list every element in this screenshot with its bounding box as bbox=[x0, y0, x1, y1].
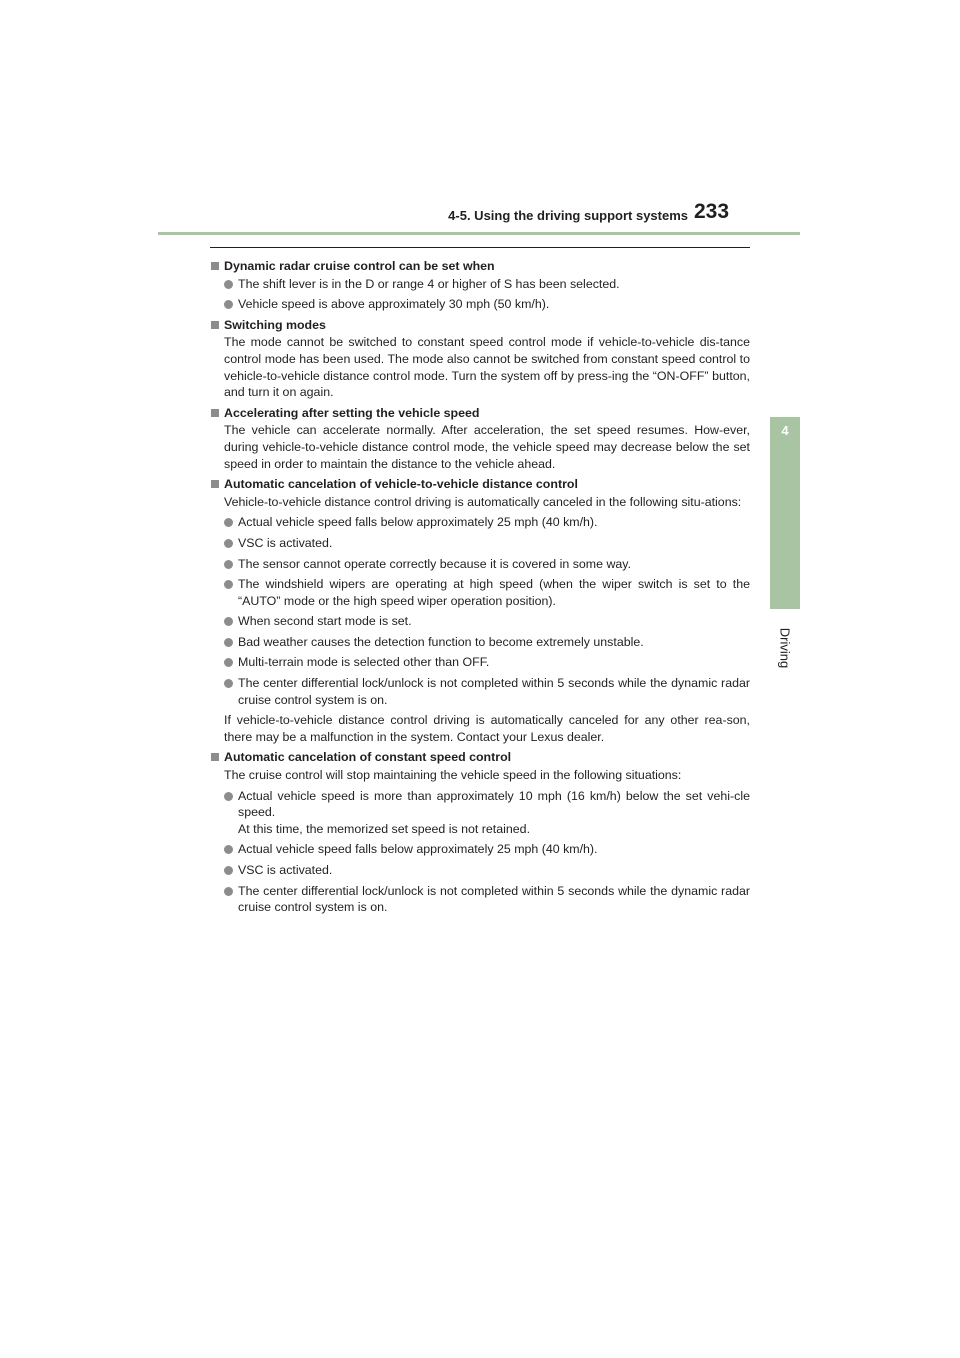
section-heading bbox=[210, 405, 750, 422]
list-item bbox=[210, 514, 750, 531]
chapter-number: 4 bbox=[781, 423, 789, 438]
section-paragraph: The vehicle can accelerate normally. After acceleration, the set speed resumes. How-ever, during vehicle-to-vehicle distance control mode, the vehicle speed may decrease below the set speed in order to maintain the distance to the vehicle ahead. bbox=[224, 423, 750, 471]
section-heading bbox=[210, 749, 750, 766]
circle-bullet-icon bbox=[224, 518, 233, 527]
list-item bbox=[210, 613, 750, 630]
list-item-text: The shift lever is in the D or range 4 or higher of S has been selected. bbox=[238, 276, 620, 291]
list-item-text: The center differential lock/unlock is not completed within 5 seconds while the dynamic radar cruise control system is on. bbox=[238, 676, 750, 707]
circle-bullet-icon bbox=[224, 280, 233, 289]
circle-bullet-icon bbox=[224, 679, 233, 688]
square-bullet-icon bbox=[211, 409, 219, 417]
list-item bbox=[210, 841, 750, 858]
list-item-text: Vehicle speed is above approximately 30 mph (50 km/h). bbox=[238, 297, 550, 312]
chapter-side-label bbox=[773, 618, 797, 678]
list-item-text: VSC is activated. bbox=[238, 863, 333, 877]
list-item bbox=[210, 675, 750, 708]
square-bullet-icon bbox=[211, 321, 219, 329]
heading-text: Accelerating after setting the vehicle speed bbox=[224, 405, 480, 420]
content-top-rule bbox=[210, 247, 750, 248]
section-heading bbox=[210, 476, 750, 493]
section-switching-modes bbox=[210, 317, 750, 401]
list-item bbox=[210, 296, 750, 313]
section-heading bbox=[210, 317, 750, 334]
circle-bullet-icon bbox=[224, 658, 233, 667]
list-item-text: VSC is activated. bbox=[238, 535, 333, 550]
chapter-side-tab bbox=[770, 417, 800, 609]
section-constant-speed-cancelation bbox=[210, 749, 750, 915]
list-item bbox=[210, 788, 750, 838]
list-item bbox=[210, 654, 750, 671]
circle-bullet-icon bbox=[224, 539, 233, 548]
list-item-text: The center differential lock/unlock is not completed within 5 seconds while the dynamic radar cruise control system is on. bbox=[238, 883, 750, 915]
list-item-text: Actual vehicle speed is more than approximately 10 mph (16 km/h) below the set vehi-cle speed. bbox=[238, 788, 750, 820]
list-item bbox=[210, 535, 750, 552]
square-bullet-icon bbox=[211, 753, 219, 761]
section-heading bbox=[210, 258, 750, 275]
list-item-text: Multi-terrain mode is selected other than OFF. bbox=[238, 655, 490, 670]
heading-text: Automatic cancelation of constant speed control bbox=[224, 750, 512, 765]
circle-bullet-icon bbox=[224, 580, 233, 589]
section-intro: Vehicle-to-vehicle distance control driving is automatically canceled in the following situ-ations: bbox=[224, 494, 742, 509]
header-rule bbox=[158, 232, 800, 235]
circle-bullet-icon bbox=[224, 300, 233, 309]
page-number: 233 bbox=[694, 200, 730, 223]
section-intro: The cruise control will stop maintaining the vehicle speed in the following situations: bbox=[224, 768, 682, 783]
circle-bullet-icon bbox=[224, 617, 233, 626]
list-item-text: Bad weather causes the detection function to become extremely unstable. bbox=[238, 634, 644, 649]
page-content bbox=[210, 258, 750, 920]
section-distance-control-cancelation bbox=[210, 476, 750, 745]
chapter-label: Driving bbox=[777, 627, 793, 669]
running-header-section-title: 4-5. Using the driving support systems bbox=[448, 208, 688, 223]
circle-bullet-icon bbox=[224, 887, 233, 896]
heading-text: Switching modes bbox=[224, 317, 326, 332]
list-item-text: Actual vehicle speed falls below approximately 25 mph (40 km/h). bbox=[238, 515, 598, 530]
list-item-note: At this time, the memorized set speed is not retained. bbox=[238, 821, 531, 836]
list-item bbox=[210, 576, 750, 609]
list-item-text: Actual vehicle speed falls below approximately 25 mph (40 km/h). bbox=[238, 842, 598, 857]
circle-bullet-icon bbox=[224, 845, 233, 854]
list-item-text: The windshield wipers are operating at high speed (when the wiper switch is set to the “AUTO” mode or the high speed wiper operation position). bbox=[238, 577, 750, 608]
heading-text: Automatic cancelation of vehicle-to-vehicle distance control bbox=[224, 477, 578, 492]
list-item-text: When second start mode is set. bbox=[238, 614, 412, 629]
circle-bullet-icon bbox=[224, 560, 233, 569]
list-item bbox=[210, 276, 750, 293]
list-item bbox=[210, 556, 750, 573]
circle-bullet-icon bbox=[224, 866, 233, 875]
section-set-conditions bbox=[210, 258, 750, 313]
list-item-text: The sensor cannot operate correctly because it is covered in some way. bbox=[238, 556, 632, 571]
list-item bbox=[210, 634, 750, 651]
section-accelerating bbox=[210, 405, 750, 472]
section-paragraph: The mode cannot be switched to constant speed control mode if vehicle-to-vehicle dis-tance control mode has been used. The mode also cannot be switched from constant speed control to vehicle-to-vehicle distance control mode. Turn the system off by press-ing the “ON-OFF” button, and turn it on again. bbox=[224, 335, 750, 400]
circle-bullet-icon bbox=[224, 638, 233, 647]
square-bullet-icon bbox=[211, 262, 219, 270]
square-bullet-icon bbox=[211, 480, 219, 488]
list-item bbox=[210, 883, 750, 916]
circle-bullet-icon bbox=[224, 792, 233, 801]
section-outro: If vehicle-to-vehicle distance control driving is automatically canceled for any other rea-son, there may be a malfunction in the system. Contact your Lexus dealer. bbox=[224, 713, 750, 744]
list-item bbox=[210, 862, 750, 879]
heading-text: Dynamic radar cruise control can be set when bbox=[224, 259, 495, 273]
